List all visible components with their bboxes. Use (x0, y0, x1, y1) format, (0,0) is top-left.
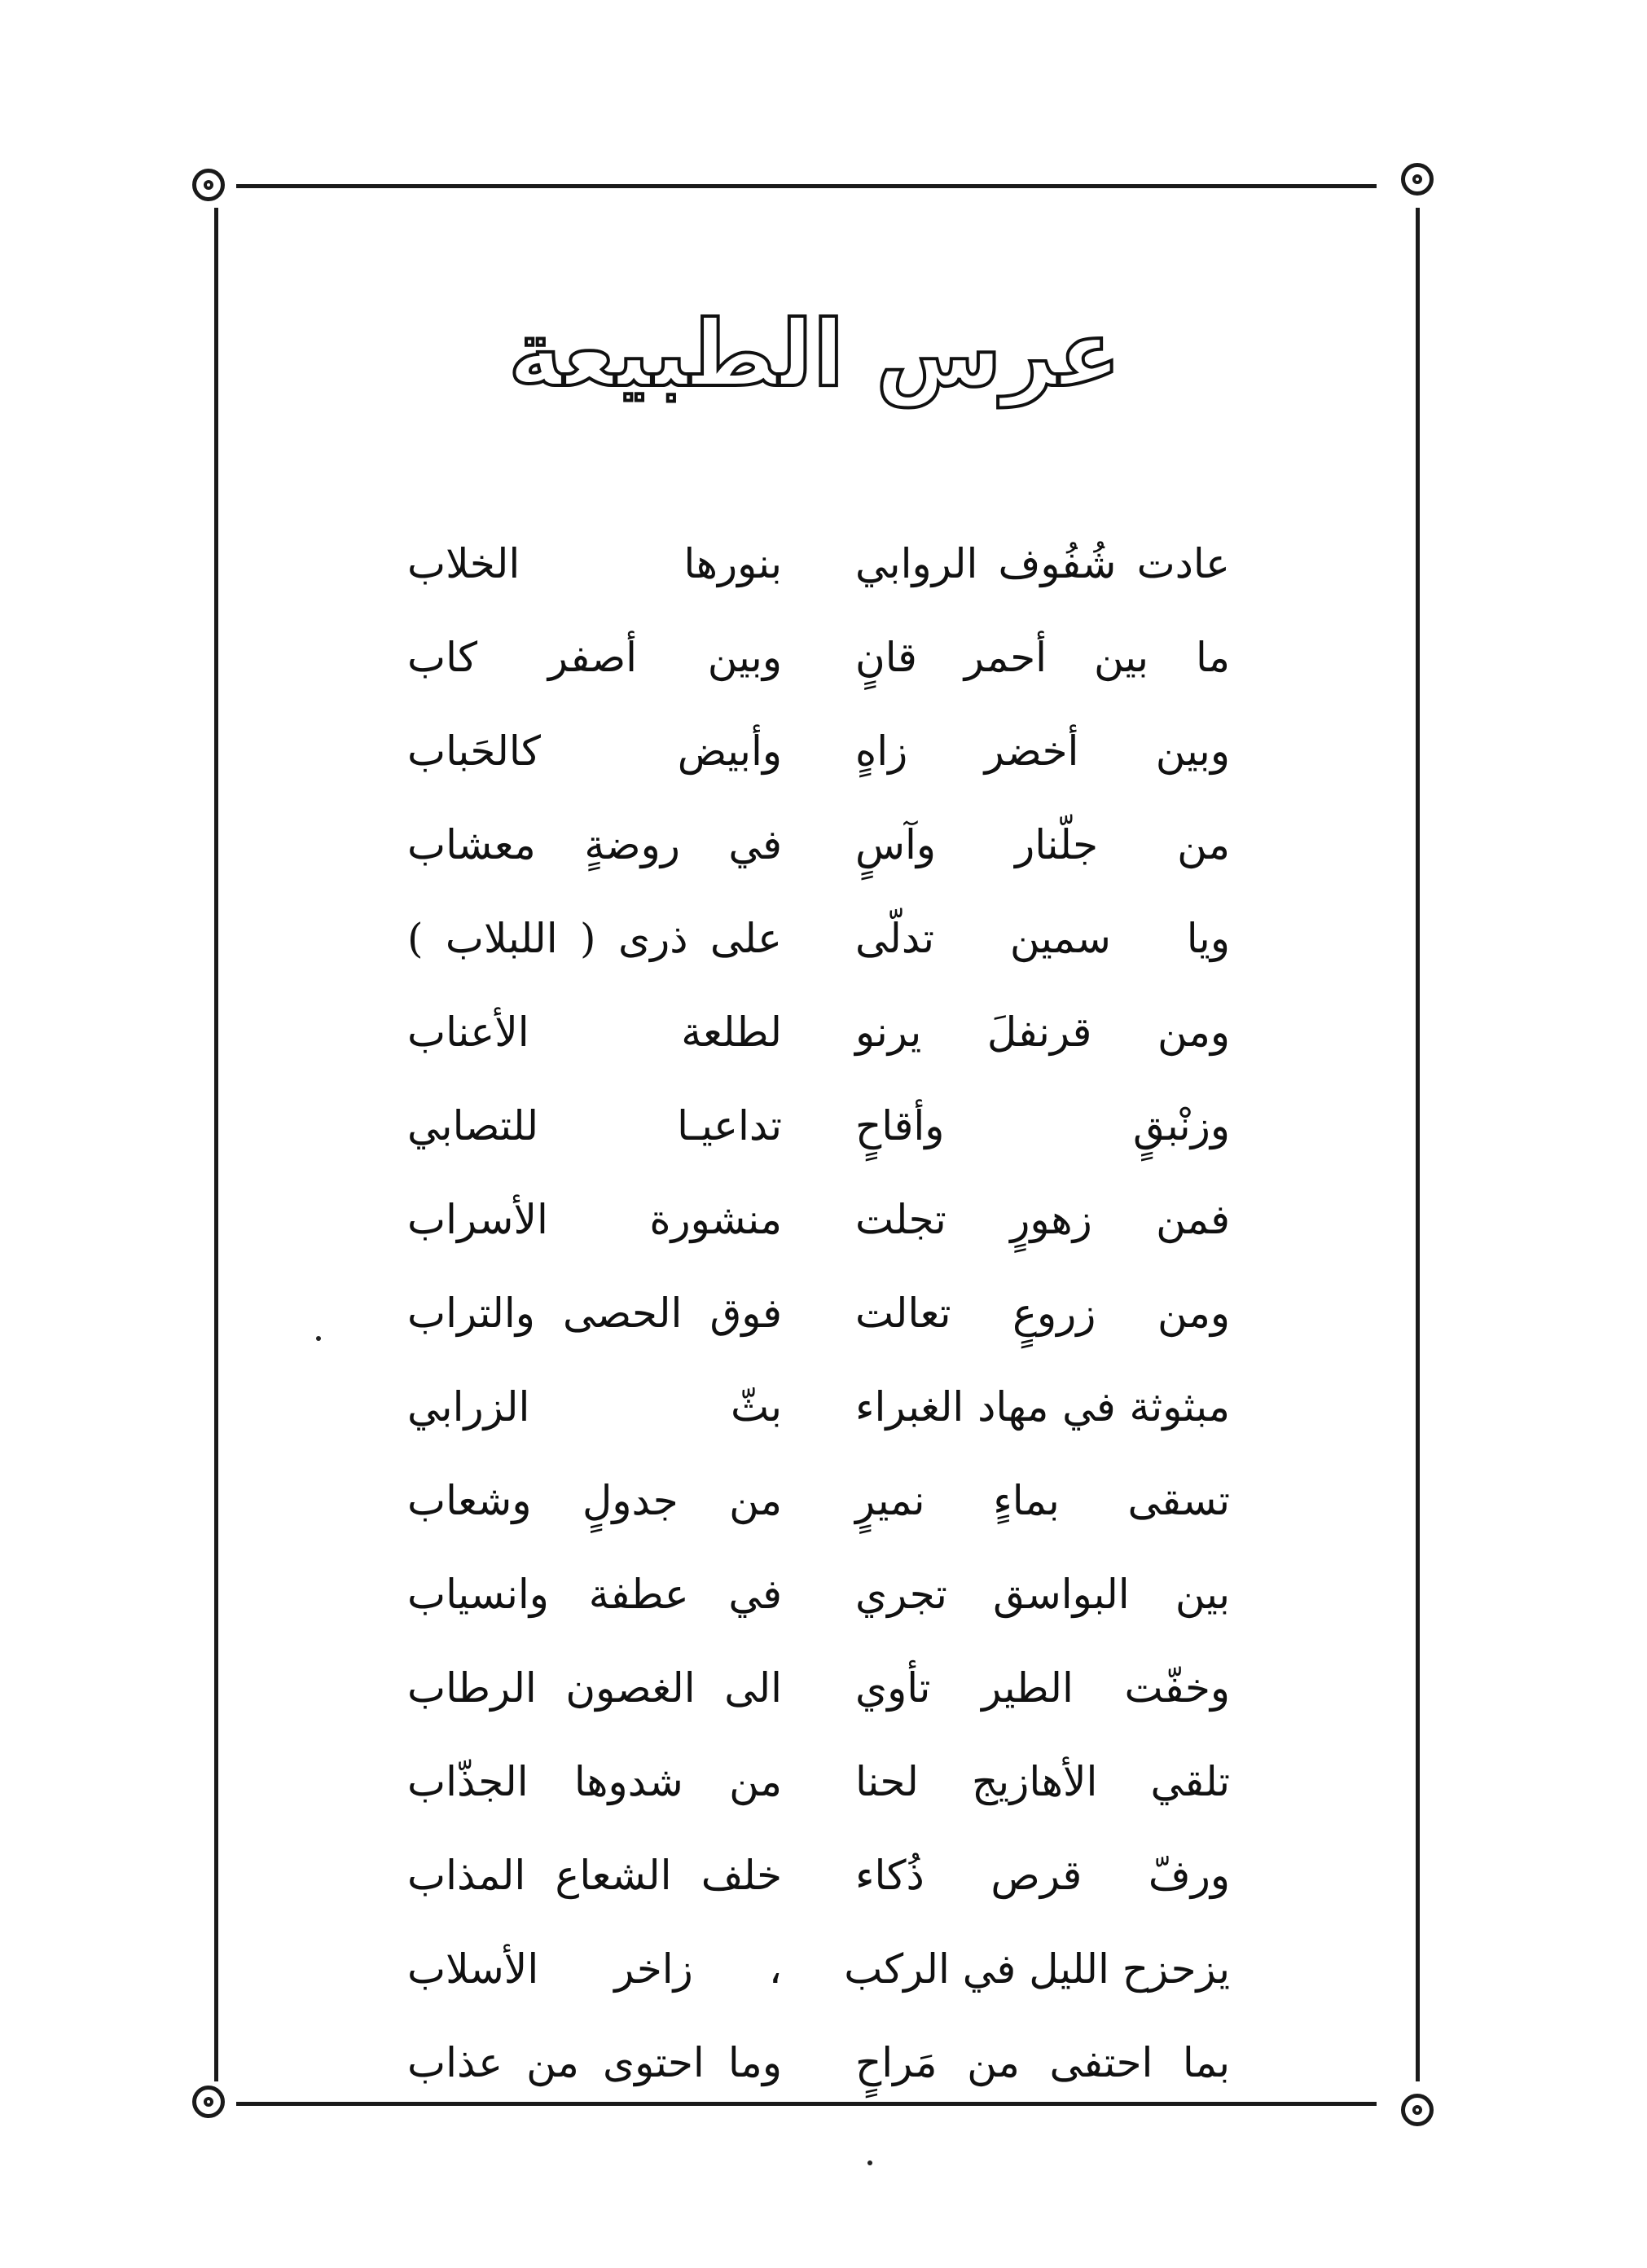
verse-first-hemistich: عادت شُفُوف الروابي (855, 540, 1230, 587)
verse-second-hemistich: لطلعة الأعناب (407, 1009, 782, 1056)
verse (407, 892, 1230, 986)
verse (407, 2016, 1230, 2110)
frame-top-line (236, 184, 1377, 188)
verse-second-hemistich: في روضةٍ معشاب (407, 821, 782, 868)
verse-second-hemistich: من جدولٍ وشعاب (407, 1477, 782, 1524)
verse-second-hemistich: تداعيـا للتصابي (407, 1102, 782, 1149)
verse (407, 1360, 1230, 1454)
verse-second-hemistich: خلف الشعاع المذاب (407, 1852, 782, 1899)
verse (407, 1267, 1230, 1360)
corner-ornament-icon (192, 2086, 225, 2118)
verse-second-hemistich: وبين أصفر كاب (407, 634, 782, 681)
verse (407, 986, 1230, 1079)
verse (407, 1923, 1230, 2016)
verse-first-hemistich: ومن قرنفلَ يرنو (855, 1009, 1230, 1056)
verse-first-hemistich: فمن زهورٍ تجلت (855, 1196, 1230, 1243)
verse-second-hemistich: ، زاخر الأسلاب (407, 1945, 782, 1993)
verse-second-hemistich: بثّ الزرابي (407, 1383, 782, 1431)
verse-first-hemistich: يزحزح الليل في الركب (844, 1945, 1230, 1993)
verse (407, 1829, 1230, 1923)
corner-ornament-icon (1401, 163, 1434, 196)
frame-right-line (1416, 208, 1420, 2081)
frame-left-line (214, 208, 218, 2081)
corner-ornament-icon (1401, 2094, 1434, 2126)
verse (407, 798, 1230, 892)
verse (407, 1735, 1230, 1829)
verse (407, 705, 1230, 798)
verse-second-hemistich: في عطفة وانسياب (407, 1571, 782, 1618)
verse-first-hemistich: ويا سمين تدلّى (855, 915, 1230, 962)
verse-second-hemistich: الى الغصون الرطاب (407, 1664, 782, 1712)
verse-second-hemistich: وما احتوى من عذاب (407, 2039, 782, 2086)
verse (407, 611, 1230, 705)
verse-first-hemistich: وخفّت الطير تأوي (855, 1664, 1230, 1712)
verse-second-hemistich: وأبيض كالحَباب (407, 727, 782, 775)
verse (407, 1642, 1230, 1735)
corner-ornament-icon (192, 169, 225, 201)
verse-first-hemistich: تسقى بماءٍ نميرٍ (855, 1477, 1230, 1524)
verse (407, 1173, 1230, 1267)
verse-first-hemistich: ومن زروعٍ تعالت (855, 1290, 1230, 1337)
poem-title: عرس الطبيعة (508, 301, 1121, 407)
verse-first-hemistich: من جلّنار وآسٍ (855, 821, 1230, 868)
verse-second-hemistich: فوق الحصى والتراب (407, 1290, 782, 1337)
verse-second-hemistich: منشورة الأسراب (407, 1196, 782, 1243)
verse-first-hemistich: وبين أخضر زاهٍ (855, 727, 1230, 775)
verse (407, 517, 1230, 611)
verse (407, 1454, 1230, 1548)
verse-first-hemistich: تلقي الأهازيج لحنا (855, 1758, 1230, 1805)
poem-body (407, 517, 1230, 2110)
verse-first-hemistich: بما احتفى من مَراحٍ (855, 2039, 1230, 2086)
print-speck (867, 2160, 872, 2165)
verse-second-hemistich: على ذرى ( اللبلاب ) (407, 915, 782, 962)
verse-first-hemistich: مبثوثة في مهاد الغبراء (855, 1383, 1230, 1431)
verse-first-hemistich: ورفّ قرص ذُكاء (855, 1852, 1230, 1899)
verse-second-hemistich: من شدوها الجذّاب (407, 1758, 782, 1805)
verse-first-hemistich: بين البواسق تجري (855, 1571, 1230, 1618)
verse-first-hemistich: ما بين أحمر قانٍ (855, 634, 1230, 681)
verse-second-hemistich: بنورها الخلاب (407, 540, 782, 587)
verse-first-hemistich: وزنْبقٍ وأقاحٍ (855, 1102, 1230, 1149)
verse (407, 1548, 1230, 1642)
verse (407, 1079, 1230, 1173)
print-speck (316, 1336, 321, 1341)
